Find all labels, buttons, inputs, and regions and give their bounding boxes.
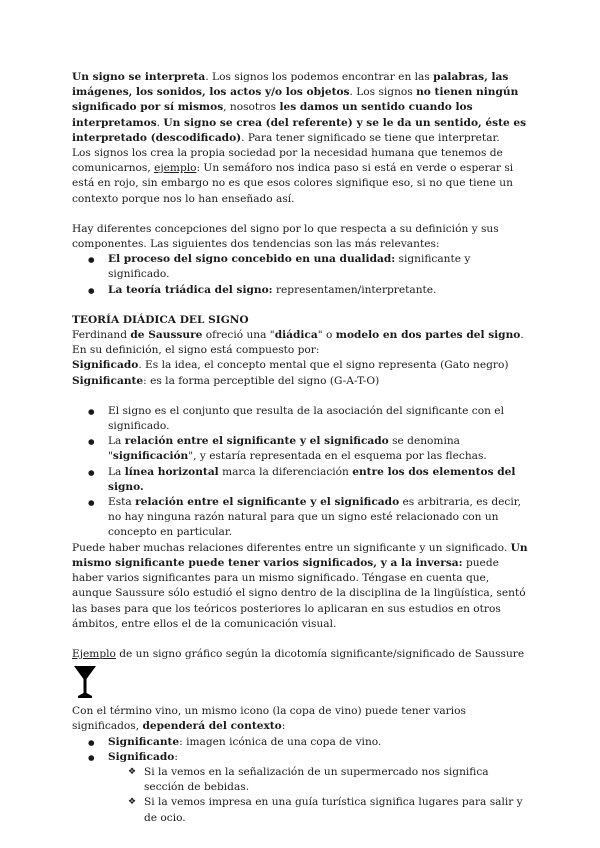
sub-list-item: ❖ Si la vemos en la señalización de un supermercado nos significa sección de bebidas. xyxy=(72,765,532,795)
wine-sublist xyxy=(72,765,532,826)
diadica-list xyxy=(72,404,532,541)
significante-definition: Significante: es la forma perceptible del signo (G-A-T-O) xyxy=(72,374,380,387)
list-item: ● La relación entre el significante y el significado se denomina "significación", y estaría representada en el esquema por las flechas. xyxy=(72,434,532,464)
list-item: ● La línea horizontal marca la diferenciación entre los dos elementos del signo. xyxy=(72,465,532,495)
section-heading: TEORÍA DIÁDICA DEL SIGNO xyxy=(72,313,249,326)
significado-definition: Significado. Es la idea, el concepto mental que el signo representa (Gato negro) xyxy=(72,359,509,372)
sub-list-item: ❖ Si la vemos impresa en una guía turística significa lugares para salir y de ocio. xyxy=(72,795,532,825)
list-item: ● El signo es el conjunto que resulta de la asociación del significante con el significado. xyxy=(72,404,532,434)
example-paragraph: Ejemplo de un signo gráfico según la dicotomía significante/significado de Saussure xyxy=(72,647,525,660)
wine-glass-icon xyxy=(74,666,96,698)
saussure-paragraph: Ferdinand de Saussure ofreció una "diádica" o modelo en dos partes del signo. xyxy=(72,329,524,342)
list-item: ● Esta relación entre el significante y el significado es arbitraria, es decir, no hay ninguna razón natural para que un signo esté relacionado con un concepto en particular. xyxy=(72,495,532,541)
intro-paragraph-1: Un signo se interpreta. Los signos los podemos encontrar en las palabras, las imágenes, los sonidos, los actos y/o los objetos. Los signos no tienen ningún significado por sí mismos, nosotros les damos un sentido cuando los interpretamos. Un signo se crea (del referente) y se le da un sentido, éste es interpretado (descodificado). Para tener significado se tiene que interpretar. xyxy=(72,71,527,144)
list-item: ● Significado: xyxy=(72,750,532,765)
wine-paragraph: Con el término vino, un mismo icono (la copa de vino) puede tener varios significados, dependerá del contexto: xyxy=(72,705,466,733)
intro-paragraph-3: Hay diferentes concepciones del signo por lo que respecta a su definición y sus componentes. Las siguientes dos tendencias son las más relevantes: xyxy=(72,222,499,251)
list-item: ● Significante: imagen icónica de una copa de vino. xyxy=(72,735,532,750)
wine-list xyxy=(72,735,532,765)
list-item: ● La teoría triádica del signo: representamen/interpretante. xyxy=(72,283,532,298)
relations-paragraph: Puede haber muchas relaciones diferentes entre un significante y un significado. Un mismo significante puede tener varios significados, y a la inversa: puede haber varios significantes para un mismo significado. Téngase en cuenta que, aunque Saussure sólo estudió el signo dentro de la disciplina de la lingüística, sentó las bases para que los teóricos posteriores lo aplicaran en sus estudios en otros ámbitos, entre ellos el de la comunicación visual. xyxy=(72,541,528,630)
intro-paragraph-2: Los signos los crea la propia sociedad por la necesidad humana que tenemos de comunicarnos, ejemplo: Un semáforo nos indica paso si está en verde o esperar si está en rojo, sin embargo no es que esos colores signifique eso, si no que tiene un contexto porque nos lo han enseñado así. xyxy=(72,147,514,205)
list-item: ● El proceso del signo concebido en una dualidad: significante y significado. xyxy=(72,252,532,282)
composition-paragraph: En su definición, el signo está compuesto por: xyxy=(72,344,320,357)
tendencies-list xyxy=(72,252,532,298)
document-page xyxy=(72,70,532,826)
